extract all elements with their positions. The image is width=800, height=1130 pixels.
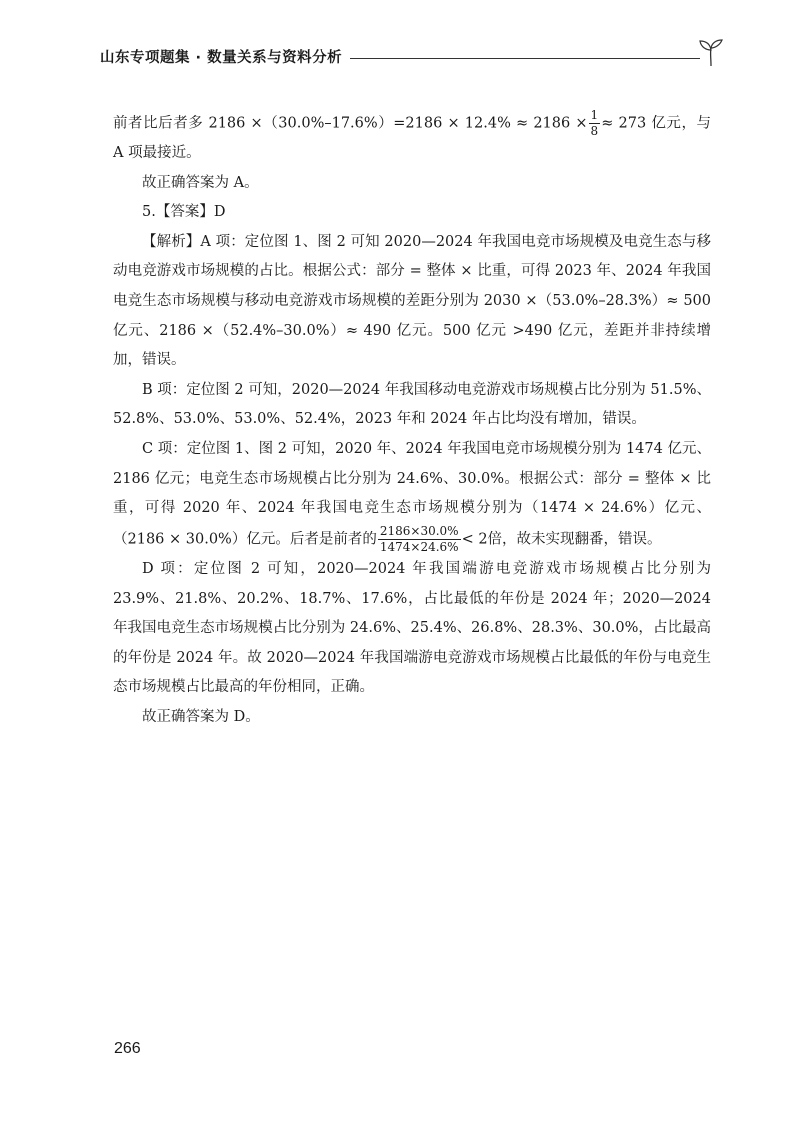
analysis-option-a: 【解析】A 项：定位图 1、图 2 可知 2020—2024 年我国电竞市场规模及电竞生态与移动电竞游戏市场规模的占比。根据公式：部分 = 整体 × 比重，可得 2023 年、2024 年我国电竞生态市场规模与移动电竞游戏市场规模的差距分别为 2030 ×（53.0%–28.3%）≈ 500 亿元、2186 ×（52.4%–30.0%）≈ 490 亿元。500 亿元 >490 亿元，差距并非持续增加，错误。 [113,233,711,369]
fraction-one-eighth [589,108,601,139]
option-c-text-start: C 项：定位图 1、图 2 可知，2020 年、2024 年我国电竞市场规模分别为 1474 亿元、2186 亿元；电竞生态市场规模占比分别为 24.6%、30.0%。根据公式：部分 = 整体 × 比重，可得 2020 年、2024 年我国电竞生态市场规模分别为（1474 × 24.6%）亿元、（2186 × 30.0%）亿元。后者是前者的 [113,441,711,548]
calc-text-end: ≈ 273 亿元，与 A 项最接近。 [113,115,711,162]
answer-line-d: 故正确答案为 D。 [142,708,260,725]
analysis-option-c [113,435,711,555]
answer-line-a: 故正确答案为 A。 [142,174,259,191]
fraction-ratio [378,524,461,555]
fraction-numerator: 2186×30.0% [379,523,459,538]
fraction-numerator: 1 [590,108,599,122]
fraction-denominator: 8 [590,124,599,138]
question-5-answer: 5.【答案】D [142,204,226,221]
header-title: 山东专项题集 · 数量关系与资料分析 [100,50,343,66]
explanation-content [113,108,711,732]
sprout-icon [698,38,724,68]
fraction-denominator: 1474×24.6% [379,539,459,554]
calc-text-start: 前者比后者多 2186 ×（30.0%–17.6%）=2186 × 12.4% ≈ 2186 × [113,115,588,132]
analysis-option-d: D 项：定位图 2 可知，2020—2024 年我国端游电竞游戏市场规模占比分别为 23.9%、21.8%、20.2%、18.7%、17.6%，占比最低的年份是 2024 年；2020—2024 年我国电竞生态市场规模占比分别为 24.6%、25.4%、26.8%、28.3%、30.0%，占比最高的年份是 2024 年。故 2020—2024 年我国端游电竞游戏市场规模占比最低的年份与电竞生态市场规模占比最高的年份相同，正确。 [113,560,711,696]
analysis-option-b: B 项：定位图 2 可知，2020—2024 年我国移动电竞游戏市场规模占比分别为 51.5%、52.8%、53.0%、53.0%、52.4%，2023 年和 2024 年占比均没有增加，错误。 [113,381,711,428]
running-header [100,44,720,74]
option-c-text-end: < 2倍，故未实现翻番，错误。 [461,531,662,548]
calc-paragraph [113,108,711,169]
header-rule [350,58,700,59]
page-number: 266 [114,1040,141,1057]
